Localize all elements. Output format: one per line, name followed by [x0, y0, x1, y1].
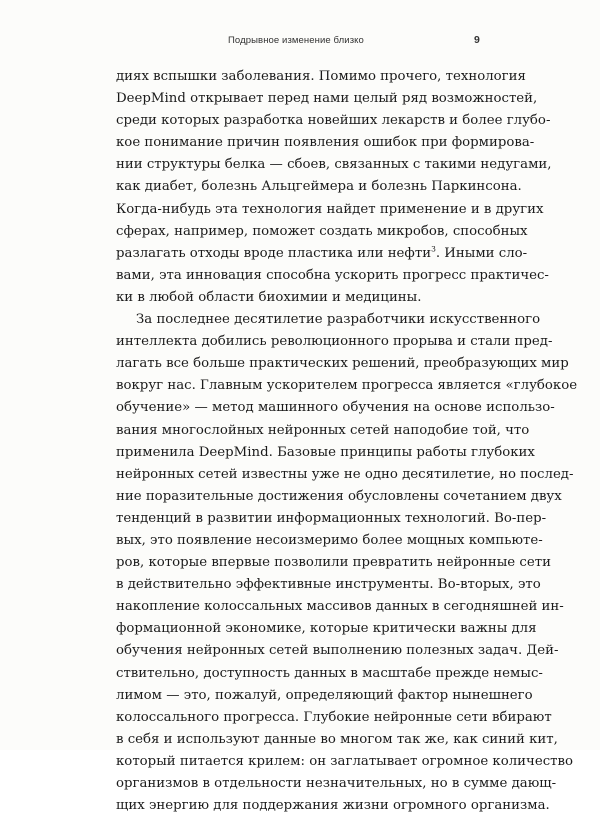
text-line: интеллекта добились революционного прорыва и стали пред-: [116, 334, 553, 350]
text-line: вания многослойных нейронных сетей наподобие той, что: [116, 422, 530, 438]
page-number: 9: [474, 34, 480, 46]
paragraph-1: [116, 66, 552, 309]
text-line: DeepMind открывает перед нами целый ряд возможностей,: [116, 91, 538, 107]
text-line: диях вспышки заболевания. Помимо прочего, технология: [116, 69, 526, 84]
text-line: ки в любой области биохимии и медицины.: [116, 289, 422, 305]
body-text: [116, 66, 578, 817]
text-line: в действительно эффективные инструменты. Во-вторых, это: [116, 577, 541, 593]
text-line: ствительно, доступность данных в масштабе прежде немыс-: [116, 665, 543, 681]
text-line: вых, это появление несоизмеримо более мощных компьюте-: [116, 532, 543, 548]
text-line: нии структуры белка — сбоев, связанных с такими недугами,: [116, 157, 552, 173]
text-line: обучения нейронных сетей выполнению полезных задач. Дей-: [116, 643, 559, 659]
text-line: сферах, например, поможет создать микробов, способных: [116, 223, 528, 239]
text-line: За последнее десятилетие разработчики искусственного: [136, 312, 541, 328]
text-line: кое понимание причин появления ошибок при формирова-: [116, 135, 535, 151]
text-line: щих энергию для поддержания жизни огромного организма.: [116, 798, 550, 814]
text-line: как диабет, болезнь Альцгеймера и болезнь Паркинсона.: [116, 179, 522, 195]
text-fragment: разлагать отходы вроде пластика или нефти: [116, 245, 432, 261]
text-line: ров, которые впервые позволили превратить нейронные сети: [116, 555, 551, 571]
page-header: [0, 35, 600, 49]
text-line: формационной экономике, которые критически важны для: [116, 621, 537, 637]
text-line: тенденций в развитии информационных технологий. Во-пер-: [116, 510, 547, 526]
text-line: вокруг нас. Главным ускорителем прогресса является «глубокое: [116, 378, 578, 394]
text-line: вами, эта инновация способна ускорить прогресс практичес-: [116, 267, 549, 283]
paragraph-2: [116, 309, 578, 817]
text-line: который питается крилем: он заглатывает огромное количество: [116, 753, 574, 769]
text-line: лимом — это, пожалуй, определяющий фактор нынешнего: [116, 687, 533, 703]
text-line: колоссального прогресса. Глубокие нейронные сети вбирают: [116, 709, 552, 725]
text-line: обучение» — метод машинного обучения на основе использо-: [116, 400, 555, 416]
text-line: применила DeepMind. Базовые принципы работы глубоких: [116, 444, 535, 460]
running-title: Подрывное изменение близко: [228, 35, 364, 46]
text-line: среди которых разработка новейших лекарств и более глубо-: [116, 113, 551, 129]
text-line: нейронных сетей известны уже не одно десятилетие, но послед-: [116, 466, 574, 482]
footnote-reference[interactable]: 3: [431, 244, 436, 254]
text-line: накопление колоссальных массивов данных в сегодняшней ин-: [116, 599, 564, 615]
text-line-with-footnote: [116, 243, 528, 265]
text-line: Когда-нибудь эта технология найдет применение и в других: [116, 201, 544, 217]
text-line: в себя и используют данные во многом так же, как синий кит,: [116, 731, 558, 747]
text-line: ние поразительные достижения обусловлены сочетанием двух: [116, 488, 562, 504]
text-line: организмов в отдельности незначительных, но в сумме дающ-: [116, 776, 557, 791]
text-line: лагать все больше практических решений, преобразующих мир: [116, 356, 569, 372]
text-fragment: . Иными сло-: [435, 245, 528, 261]
